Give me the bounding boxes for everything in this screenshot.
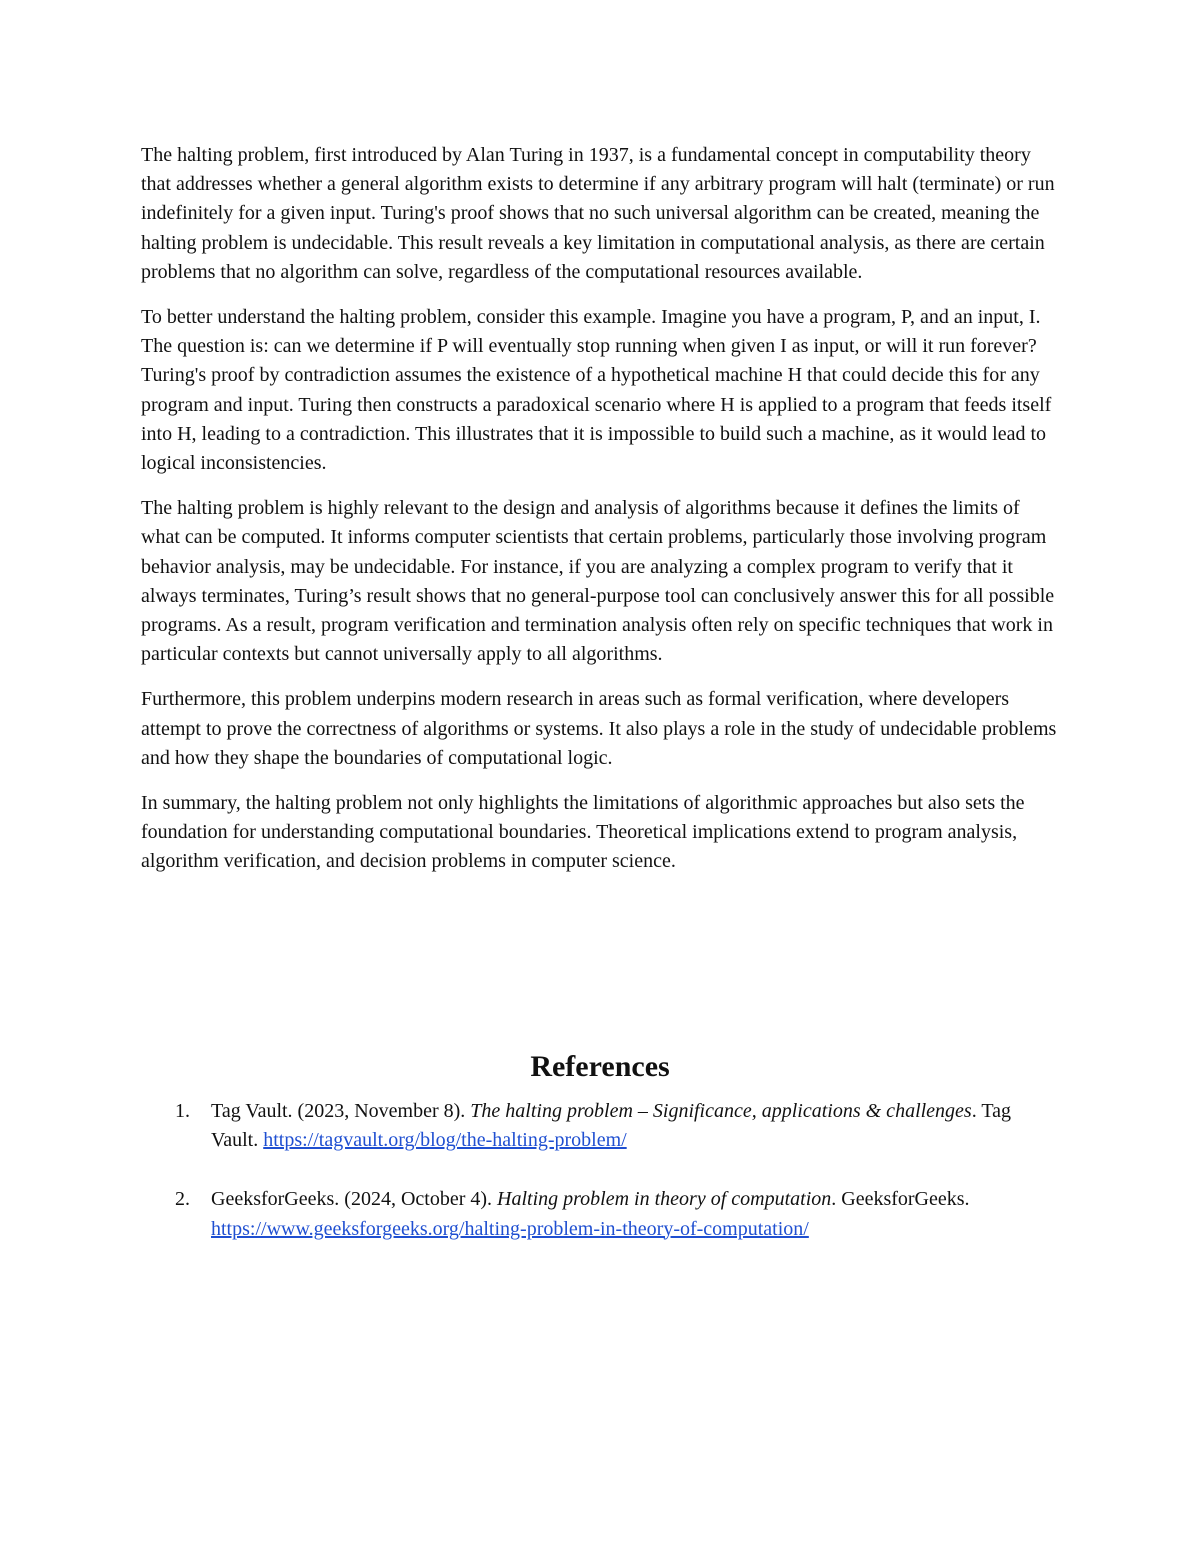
- paragraph-research: Furthermore, this problem underpins modern research in areas such as formal verification, where developers attempt to prove the correctness of algorithms or systems. It also plays a role in the study of undecidable problems and how they shape the boundaries of computational logic.: [141, 688, 1057, 769]
- document-body: [141, 141, 1061, 893]
- reference-number: 1.: [175, 1100, 190, 1122]
- references-heading: References: [530, 1050, 670, 1083]
- reference-publisher: . Tag Vault.: [211, 1100, 1012, 1152]
- paragraph-introduction: The halting problem, first introduced by Alan Turing in 1937, is a fundamental concept in computability theory that addresses whether a general algorithm exists to determine if any arbitrary program will halt (terminate) or run indefinitely for a given input. Turing's proof shows that no such universal algorithm can be created, meaning the halting problem is undecidable. This result reveals a key limitation in computational analysis, as there are certain problems that no algorithm can solve, regardless of the computational resources available.: [141, 144, 1055, 283]
- paragraph-example: To better understand the halting problem, consider this example. Imagine you have a program, P, and an input, I. The question is: can we determine if P will eventually stop running when given I as input, or will it run forever? Turing's proof by contradiction assumes the existence of a hypothetical machine H that could decide this for any program and input. Turing then constructs a paradoxical scenario where H is applied to a program that feeds itself into H, leading to a contradiction. This illustrates that it is impossible to build such a machine, as it would lead to logical inconsistencies.: [141, 306, 1052, 475]
- reference-link[interactable]: https://www.geeksforgeeks.org/halting-problem-in-theory-of-computation/: [211, 1217, 809, 1240]
- reference-item: [141, 1097, 1041, 1155]
- reference-publisher: . GeeksforGeeks.: [831, 1188, 970, 1211]
- reference-number: 2.: [175, 1188, 190, 1211]
- paragraph-summary: In summary, the halting problem not only highlights the limitations of algorithmic approaches but also sets the foundation for understanding computational boundaries. Theoretical implications extend to program analysis, algorithm verification, and decision problems in computer science.: [141, 792, 1025, 873]
- reference-item: [141, 1185, 1041, 1243]
- reference-title: The halting problem – Significance, applications & challenges: [470, 1100, 972, 1122]
- references-list: [141, 1097, 1041, 1274]
- reference-link[interactable]: https://tagvault.org/blog/the-halting-problem/: [263, 1129, 627, 1152]
- reference-author-date: Tag Vault. (2023, November 8).: [211, 1100, 471, 1122]
- paragraph-relevance: The halting problem is highly relevant to the design and analysis of algorithms because it defines the limits of what can be computed. It informs computer scientists that certain problems, particularly those involving program behavior analysis, may be undecidable. For instance, if you are analyzing a complex program to verify that it always terminates, Turing’s result shows that no general-purpose tool can conclusively answer this for all possible programs. As a result, program verification and termination analysis often rely on specific techniques that work in particular contexts but cannot universally apply to all algorithms.: [141, 497, 1055, 666]
- reference-author-date: GeeksforGeeks. (2024, October 4).: [211, 1188, 498, 1211]
- reference-title: Halting problem in theory of computation: [497, 1188, 832, 1211]
